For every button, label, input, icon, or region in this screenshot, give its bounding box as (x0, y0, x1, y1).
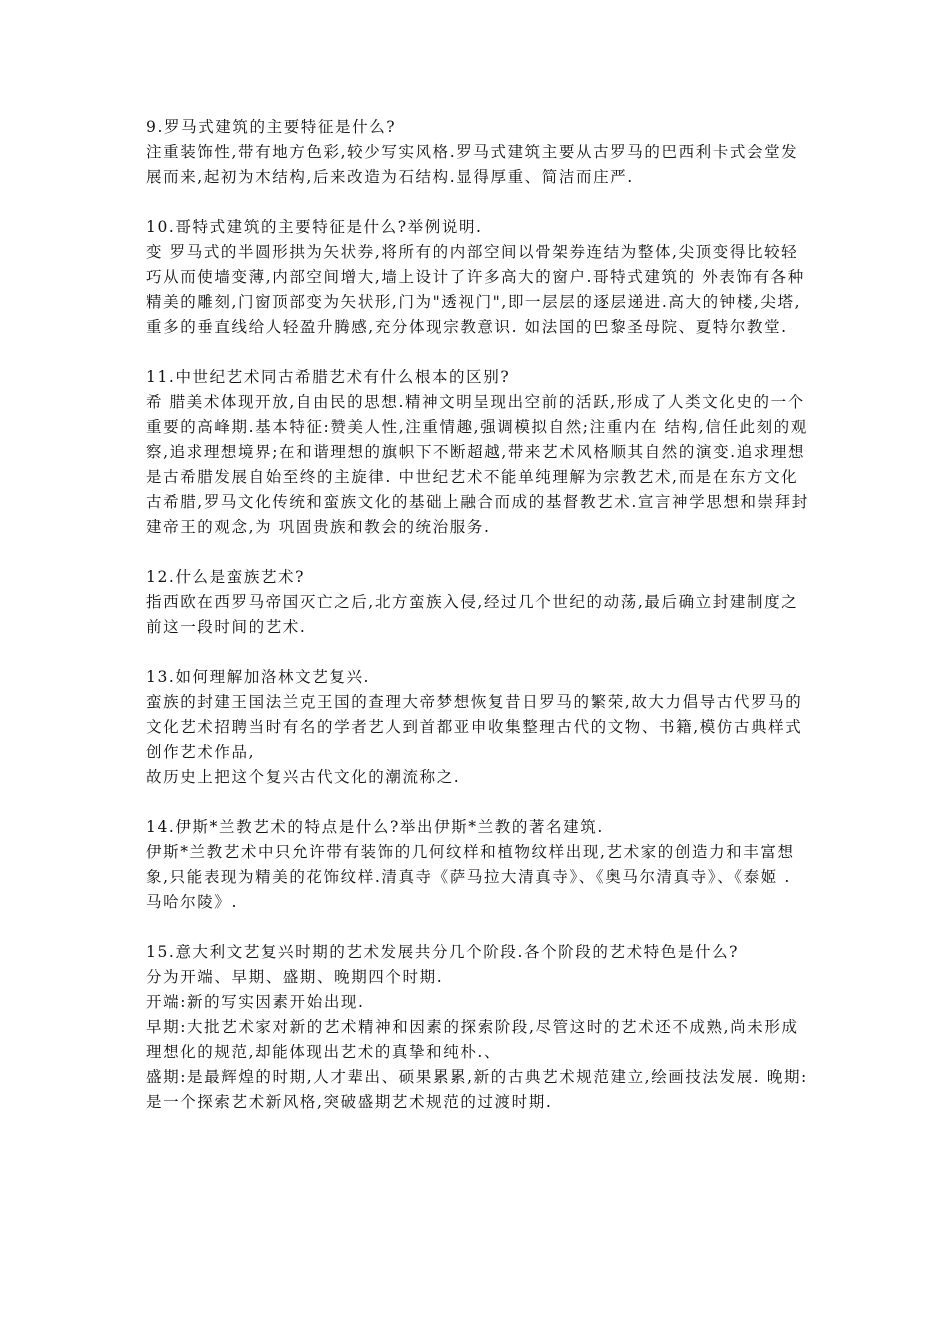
qa-section-10 (146, 215, 811, 340)
question-heading: 10.哥特式建筑的主要特征是什么?举例说明. (146, 218, 483, 236)
question-heading: 9.罗马式建筑的主要特征是什么? (146, 118, 397, 136)
answer-paragraph: 开端:新的写实因素开始出现. (146, 993, 365, 1011)
question-heading: 11.中世纪艺术同古希腊艺术有什么根本的区别? (146, 368, 511, 386)
answer-paragraph: 故历史上把这个复兴古代文化的潮流称之. (146, 768, 461, 786)
answer-paragraph: 盛期:是最辉煌的时期,人才辈出、硕果累累,新的古典艺术规范建立,绘画技法发展. 晚期:是一个探索艺术新风格,突破盛期艺术规范的过渡时期. (146, 1068, 808, 1111)
qa-section-13 (146, 665, 811, 790)
question-heading: 12.什么是蛮族艺术? (146, 568, 306, 586)
answer-paragraph: 伊斯*兰教艺术中只允许带有装饰的几何纹样和植物纹样出现,艺术家的创造力和丰富想象,只能表现为精美的花饰纹样.清真寺《萨马拉大清真寺》、《奥马尔清真寺》、《泰姬 . 马哈尔陵》. (146, 843, 795, 911)
question-heading: 13.如何理解加洛林文艺复兴. (146, 668, 371, 686)
question-heading: 14.伊斯*兰教艺术的特点是什么?举出伊斯*兰教的著名建筑. (146, 818, 604, 836)
qa-section-15 (146, 940, 811, 1115)
document-body (146, 115, 811, 1140)
qa-section-11 (146, 365, 811, 540)
answer-paragraph: 希 腊美术体现开放,自由民的思想.精神文明呈现出空前的活跃,形成了人类文化史的一个重要的高峰期.基本特征:赞美人性,注重情趣,强调模拟自然;注重内在 结构,信任此刻的观察,追求理想境界;在和谐理想的旗帜下不断超越,带来艺术风格顺其自然的演变.追求理想是古希腊发展自始至终的主旋律. 中世纪艺术不能单纯理解为宗教艺术,而是在东方文化古希腊,罗马文化传统和蛮族文化的基础上融合而成的基督教艺术.宣言神学思想和崇拜封建帝王的观念,为 巩固贵族和教会的统治服务. (146, 393, 809, 536)
answer-paragraph: 变 罗马式的半圆形拱为矢状券,将所有的内部空间以骨架券连结为整体,尖顶变得比较轻巧从而使墙变薄,内部空间增大,墙上设计了许多高大的窗户.哥特式建筑的 外表饰有各种精美的雕刻,门窗顶部变为矢状形,门为"透视门",即一层层的逐层递进.高大的钟楼,尖塔,重多的垂直线给人轻盈升腾感,充分体现宗教意识. 如法国的巴黎圣母院、夏特尔教堂. (146, 243, 805, 336)
answer-paragraph: 早期:大批艺术家对新的艺术精神和因素的探索阶段,尽管这时的艺术还不成熟,尚未形成理想化的规范,却能体现出艺术的真挚和纯朴.、 (146, 1018, 799, 1061)
answer-paragraph: 注重装饰性,带有地方色彩,较少写实风格.罗马式建筑主要从古罗马的巴西利卡式会堂发展而来,起初为木结构,后来改造为石结构.显得厚重、简洁而庄严. (146, 143, 799, 186)
qa-section-9 (146, 115, 811, 190)
question-heading: 15.意大利文艺复兴时期的艺术发展共分几个阶段.各个阶段的艺术特色是什么? (146, 943, 740, 961)
qa-section-12 (146, 565, 811, 640)
qa-section-14 (146, 815, 811, 915)
answer-paragraph: 蛮族的封建王国法兰克王国的查理大帝梦想恢复昔日罗马的繁荣,故大力倡导古代罗马的文化艺术招聘当时有名的学者艺人到首都亚申收集整理古代的文物、书籍,模仿古典样式创作艺术作品, (146, 693, 803, 761)
answer-paragraph: 指西欧在西罗马帝国灭亡之后,北方蛮族入侵,经过几个世纪的动荡,最后确立封建制度之前这一段时间的艺术. (146, 593, 799, 636)
answer-paragraph: 分为开端、早期、盛期、晚期四个时期. (146, 968, 444, 986)
